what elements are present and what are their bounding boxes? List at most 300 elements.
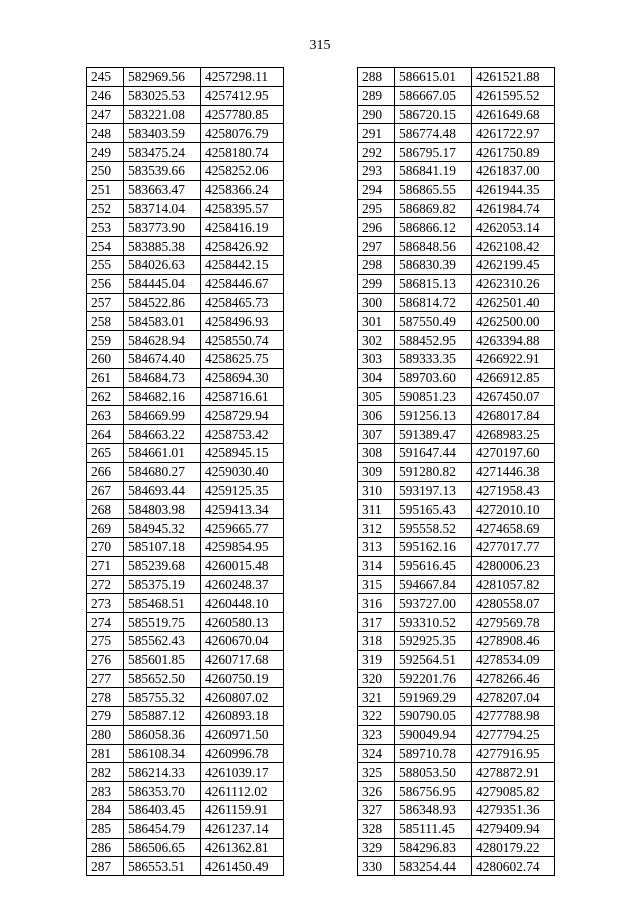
x-coordinate-cell: 585239.68 <box>124 556 201 575</box>
table-row <box>87 500 284 519</box>
x-coordinate-cell: 586506.65 <box>124 838 201 857</box>
point-number-cell: 246 <box>87 86 124 105</box>
point-number-cell: 309 <box>358 462 395 481</box>
x-coordinate-cell: 593197.13 <box>395 481 472 500</box>
point-number-cell: 301 <box>358 312 395 331</box>
table-row <box>358 274 555 293</box>
x-coordinate-cell: 584026.63 <box>124 255 201 274</box>
y-coordinate-cell: 4262199.45 <box>472 255 555 274</box>
point-number-cell: 312 <box>358 519 395 538</box>
point-number-cell: 284 <box>87 801 124 820</box>
x-coordinate-cell: 584445.04 <box>124 274 201 293</box>
point-number-cell: 322 <box>358 707 395 726</box>
table-row <box>87 838 284 857</box>
point-number-cell: 325 <box>358 763 395 782</box>
table-row <box>358 613 555 632</box>
x-coordinate-cell: 584803.98 <box>124 500 201 519</box>
point-number-cell: 277 <box>87 669 124 688</box>
point-number-cell: 267 <box>87 481 124 500</box>
y-coordinate-cell: 4279569.78 <box>472 613 555 632</box>
y-coordinate-cell: 4260580.13 <box>201 613 284 632</box>
point-number-cell: 290 <box>358 105 395 124</box>
y-coordinate-cell: 4260807.02 <box>201 688 284 707</box>
table-row <box>358 68 555 87</box>
x-coordinate-cell: 584522.86 <box>124 293 201 312</box>
y-coordinate-cell: 4259030.40 <box>201 462 284 481</box>
point-number-cell: 259 <box>87 331 124 350</box>
y-coordinate-cell: 4268017.84 <box>472 406 555 425</box>
y-coordinate-cell: 4260670.04 <box>201 631 284 650</box>
x-coordinate-cell: 585601.85 <box>124 650 201 669</box>
y-coordinate-cell: 4260448.10 <box>201 594 284 613</box>
point-number-cell: 288 <box>358 68 395 87</box>
x-coordinate-cell: 583254.44 <box>395 857 472 876</box>
table-row <box>358 631 555 650</box>
table-row <box>358 575 555 594</box>
table-row <box>358 594 555 613</box>
y-coordinate-cell: 4258625.75 <box>201 349 284 368</box>
table-row <box>358 481 555 500</box>
x-coordinate-cell: 594667.84 <box>395 575 472 594</box>
table-row <box>358 782 555 801</box>
point-number-cell: 280 <box>87 725 124 744</box>
point-number-cell: 324 <box>358 744 395 763</box>
point-number-cell: 294 <box>358 180 395 199</box>
x-coordinate-cell: 587550.49 <box>395 312 472 331</box>
y-coordinate-cell: 4278266.46 <box>472 669 555 688</box>
point-number-cell: 291 <box>358 124 395 143</box>
y-coordinate-cell: 4259854.95 <box>201 537 284 556</box>
coordinates-table-right <box>357 67 555 876</box>
x-coordinate-cell: 586353.70 <box>124 782 201 801</box>
point-number-cell: 276 <box>87 650 124 669</box>
table-row <box>87 537 284 556</box>
point-number-cell: 327 <box>358 801 395 820</box>
x-coordinate-cell: 586866.12 <box>395 218 472 237</box>
y-coordinate-cell: 4272010.10 <box>472 500 555 519</box>
table-row <box>358 161 555 180</box>
y-coordinate-cell: 4260971.50 <box>201 725 284 744</box>
x-coordinate-cell: 595558.52 <box>395 519 472 538</box>
x-coordinate-cell: 584661.01 <box>124 443 201 462</box>
y-coordinate-cell: 4271958.43 <box>472 481 555 500</box>
y-coordinate-cell: 4278872.91 <box>472 763 555 782</box>
table-row <box>358 105 555 124</box>
table-row <box>358 857 555 876</box>
y-coordinate-cell: 4261722.97 <box>472 124 555 143</box>
point-number-cell: 278 <box>87 688 124 707</box>
point-number-cell: 265 <box>87 443 124 462</box>
point-number-cell: 289 <box>358 86 395 105</box>
x-coordinate-cell: 591280.82 <box>395 462 472 481</box>
y-coordinate-cell: 4258395.57 <box>201 199 284 218</box>
table-row <box>358 124 555 143</box>
table-row <box>87 631 284 650</box>
y-coordinate-cell: 4260248.37 <box>201 575 284 594</box>
x-coordinate-cell: 584674.40 <box>124 349 201 368</box>
y-coordinate-cell: 4281057.82 <box>472 575 555 594</box>
y-coordinate-cell: 4258180.74 <box>201 143 284 162</box>
point-number-cell: 303 <box>358 349 395 368</box>
x-coordinate-cell: 583025.53 <box>124 86 201 105</box>
table-row <box>87 613 284 632</box>
x-coordinate-cell: 592564.51 <box>395 650 472 669</box>
x-coordinate-cell: 595165.43 <box>395 500 472 519</box>
x-coordinate-cell: 586774.48 <box>395 124 472 143</box>
point-number-cell: 282 <box>87 763 124 782</box>
y-coordinate-cell: 4277794.25 <box>472 725 555 744</box>
x-coordinate-cell: 586667.05 <box>395 86 472 105</box>
x-coordinate-cell: 583714.04 <box>124 199 201 218</box>
point-number-cell: 310 <box>358 481 395 500</box>
x-coordinate-cell: 588053.50 <box>395 763 472 782</box>
table-row <box>358 537 555 556</box>
y-coordinate-cell: 4280179.22 <box>472 838 555 857</box>
point-number-cell: 293 <box>358 161 395 180</box>
x-coordinate-cell: 585375.19 <box>124 575 201 594</box>
x-coordinate-cell: 585107.18 <box>124 537 201 556</box>
x-coordinate-cell: 586814.72 <box>395 293 472 312</box>
point-number-cell: 295 <box>358 199 395 218</box>
table-row <box>87 274 284 293</box>
y-coordinate-cell: 4266922.91 <box>472 349 555 368</box>
y-coordinate-cell: 4259665.77 <box>201 519 284 538</box>
y-coordinate-cell: 4277017.77 <box>472 537 555 556</box>
y-coordinate-cell: 4263394.88 <box>472 331 555 350</box>
x-coordinate-cell: 592201.76 <box>395 669 472 688</box>
y-coordinate-cell: 4261521.88 <box>472 68 555 87</box>
table-row <box>87 86 284 105</box>
table-row <box>87 443 284 462</box>
point-number-cell: 315 <box>358 575 395 594</box>
y-coordinate-cell: 4260717.68 <box>201 650 284 669</box>
table-row <box>87 669 284 688</box>
table-row <box>358 218 555 237</box>
table-row <box>358 819 555 838</box>
table-row <box>358 519 555 538</box>
page-number: 315 <box>309 38 331 53</box>
point-number-cell: 269 <box>87 519 124 538</box>
point-number-cell: 250 <box>87 161 124 180</box>
point-number-cell: 270 <box>87 537 124 556</box>
y-coordinate-cell: 4260893.18 <box>201 707 284 726</box>
point-number-cell: 260 <box>87 349 124 368</box>
table-row <box>87 312 284 331</box>
x-coordinate-cell: 585887.12 <box>124 707 201 726</box>
table-row <box>358 331 555 350</box>
y-coordinate-cell: 4258252.06 <box>201 161 284 180</box>
y-coordinate-cell: 4279351.36 <box>472 801 555 820</box>
coordinates-table-left <box>86 67 284 876</box>
x-coordinate-cell: 586720.15 <box>395 105 472 124</box>
table-row <box>358 293 555 312</box>
point-number-cell: 298 <box>358 255 395 274</box>
point-number-cell: 286 <box>87 838 124 857</box>
y-coordinate-cell: 4260015.48 <box>201 556 284 575</box>
y-coordinate-cell: 4258426.92 <box>201 237 284 256</box>
point-number-cell: 316 <box>358 594 395 613</box>
y-coordinate-cell: 4257412.95 <box>201 86 284 105</box>
table-row <box>87 725 284 744</box>
x-coordinate-cell: 586869.82 <box>395 199 472 218</box>
point-number-cell: 321 <box>358 688 395 707</box>
y-coordinate-cell: 4262108.42 <box>472 237 555 256</box>
x-coordinate-cell: 584583.01 <box>124 312 201 331</box>
point-number-cell: 254 <box>87 237 124 256</box>
table-row <box>358 669 555 688</box>
y-coordinate-cell: 4259125.35 <box>201 481 284 500</box>
y-coordinate-cell: 4280006.23 <box>472 556 555 575</box>
point-number-cell: 273 <box>87 594 124 613</box>
table-row <box>87 744 284 763</box>
table-row <box>358 255 555 274</box>
table-row <box>358 556 555 575</box>
point-number-cell: 314 <box>358 556 395 575</box>
point-number-cell: 323 <box>358 725 395 744</box>
y-coordinate-cell: 4278207.04 <box>472 688 555 707</box>
x-coordinate-cell: 595162.16 <box>395 537 472 556</box>
y-coordinate-cell: 4261750.89 <box>472 143 555 162</box>
x-coordinate-cell: 586348.93 <box>395 801 472 820</box>
y-coordinate-cell: 4257298.11 <box>201 68 284 87</box>
table-row <box>87 575 284 594</box>
table-row <box>358 707 555 726</box>
x-coordinate-cell: 585519.75 <box>124 613 201 632</box>
y-coordinate-cell: 4258076.79 <box>201 124 284 143</box>
x-coordinate-cell: 586795.17 <box>395 143 472 162</box>
point-number-cell: 256 <box>87 274 124 293</box>
y-coordinate-cell: 4258753.42 <box>201 425 284 444</box>
x-coordinate-cell: 584945.32 <box>124 519 201 538</box>
x-coordinate-cell: 586830.39 <box>395 255 472 274</box>
table-row <box>87 218 284 237</box>
y-coordinate-cell: 4261595.52 <box>472 86 555 105</box>
point-number-cell: 248 <box>87 124 124 143</box>
point-number-cell: 272 <box>87 575 124 594</box>
point-number-cell: 305 <box>358 387 395 406</box>
y-coordinate-cell: 4261362.81 <box>201 838 284 857</box>
x-coordinate-cell: 585111.45 <box>395 819 472 838</box>
x-coordinate-cell: 586615.01 <box>395 68 472 87</box>
table-row <box>87 237 284 256</box>
x-coordinate-cell: 589703.60 <box>395 368 472 387</box>
x-coordinate-cell: 590049.94 <box>395 725 472 744</box>
table-row <box>87 105 284 124</box>
x-coordinate-cell: 584663.22 <box>124 425 201 444</box>
point-number-cell: 251 <box>87 180 124 199</box>
x-coordinate-cell: 586108.34 <box>124 744 201 763</box>
x-coordinate-cell: 584693.44 <box>124 481 201 500</box>
x-coordinate-cell: 585562.43 <box>124 631 201 650</box>
x-coordinate-cell: 586553.51 <box>124 857 201 876</box>
table-row <box>358 688 555 707</box>
y-coordinate-cell: 4260750.19 <box>201 669 284 688</box>
y-coordinate-cell: 4258416.19 <box>201 218 284 237</box>
table-row <box>87 857 284 876</box>
table-row <box>358 406 555 425</box>
x-coordinate-cell: 593310.52 <box>395 613 472 632</box>
y-coordinate-cell: 4257780.85 <box>201 105 284 124</box>
y-coordinate-cell: 4261649.68 <box>472 105 555 124</box>
y-coordinate-cell: 4262501.40 <box>472 293 555 312</box>
y-coordinate-cell: 4261039.17 <box>201 763 284 782</box>
y-coordinate-cell: 4277788.98 <box>472 707 555 726</box>
x-coordinate-cell: 583475.24 <box>124 143 201 162</box>
x-coordinate-cell: 591256.13 <box>395 406 472 425</box>
point-number-cell: 308 <box>358 443 395 462</box>
table-row <box>87 387 284 406</box>
y-coordinate-cell: 4267450.07 <box>472 387 555 406</box>
y-coordinate-cell: 4261112.02 <box>201 782 284 801</box>
point-number-cell: 261 <box>87 368 124 387</box>
table-row <box>87 255 284 274</box>
point-number-cell: 330 <box>358 857 395 876</box>
table-row <box>358 86 555 105</box>
table-row <box>87 124 284 143</box>
table-row <box>87 688 284 707</box>
table-row <box>87 199 284 218</box>
y-coordinate-cell: 4278908.46 <box>472 631 555 650</box>
x-coordinate-cell: 592925.35 <box>395 631 472 650</box>
table-row <box>358 180 555 199</box>
y-coordinate-cell: 4261159.91 <box>201 801 284 820</box>
table-row <box>87 368 284 387</box>
table-row <box>87 707 284 726</box>
x-coordinate-cell: 590790.05 <box>395 707 472 726</box>
point-number-cell: 292 <box>358 143 395 162</box>
table-row <box>358 462 555 481</box>
point-number-cell: 268 <box>87 500 124 519</box>
y-coordinate-cell: 4261984.74 <box>472 199 555 218</box>
x-coordinate-cell: 583773.90 <box>124 218 201 237</box>
point-number-cell: 266 <box>87 462 124 481</box>
point-number-cell: 313 <box>358 537 395 556</box>
x-coordinate-cell: 589710.78 <box>395 744 472 763</box>
x-coordinate-cell: 595616.45 <box>395 556 472 575</box>
x-coordinate-cell: 591647.44 <box>395 443 472 462</box>
x-coordinate-cell: 589333.35 <box>395 349 472 368</box>
point-number-cell: 328 <box>358 819 395 838</box>
point-number-cell: 302 <box>358 331 395 350</box>
y-coordinate-cell: 4278534.09 <box>472 650 555 669</box>
table-row <box>358 199 555 218</box>
y-coordinate-cell: 4280558.07 <box>472 594 555 613</box>
x-coordinate-cell: 583885.38 <box>124 237 201 256</box>
table-row <box>87 763 284 782</box>
table-row <box>87 180 284 199</box>
point-number-cell: 275 <box>87 631 124 650</box>
y-coordinate-cell: 4270197.60 <box>472 443 555 462</box>
table-row <box>358 650 555 669</box>
x-coordinate-cell: 591389.47 <box>395 425 472 444</box>
point-number-cell: 271 <box>87 556 124 575</box>
x-coordinate-cell: 584684.73 <box>124 368 201 387</box>
x-coordinate-cell: 586841.19 <box>395 161 472 180</box>
point-number-cell: 257 <box>87 293 124 312</box>
table-row <box>87 782 284 801</box>
x-coordinate-cell: 583663.47 <box>124 180 201 199</box>
point-number-cell: 283 <box>87 782 124 801</box>
table-row <box>87 425 284 444</box>
point-number-cell: 318 <box>358 631 395 650</box>
x-coordinate-cell: 584669.99 <box>124 406 201 425</box>
table-row <box>358 763 555 782</box>
table-row <box>87 819 284 838</box>
y-coordinate-cell: 4261837.00 <box>472 161 555 180</box>
point-number-cell: 263 <box>87 406 124 425</box>
point-number-cell: 262 <box>87 387 124 406</box>
y-coordinate-cell: 4258446.67 <box>201 274 284 293</box>
x-coordinate-cell: 584682.16 <box>124 387 201 406</box>
x-coordinate-cell: 584628.94 <box>124 331 201 350</box>
table-row <box>358 143 555 162</box>
x-coordinate-cell: 586865.55 <box>395 180 472 199</box>
y-coordinate-cell: 4261944.35 <box>472 180 555 199</box>
y-coordinate-cell: 4258442.15 <box>201 255 284 274</box>
y-coordinate-cell: 4262310.26 <box>472 274 555 293</box>
point-number-cell: 304 <box>358 368 395 387</box>
table-row <box>358 368 555 387</box>
table-row <box>87 481 284 500</box>
table-row <box>87 462 284 481</box>
point-number-cell: 306 <box>358 406 395 425</box>
table-row <box>358 801 555 820</box>
point-number-cell: 319 <box>358 650 395 669</box>
y-coordinate-cell: 4262500.00 <box>472 312 555 331</box>
y-coordinate-cell: 4258550.74 <box>201 331 284 350</box>
table-row <box>87 406 284 425</box>
x-coordinate-cell: 586403.45 <box>124 801 201 820</box>
table-row <box>87 594 284 613</box>
table-row <box>87 650 284 669</box>
y-coordinate-cell: 4268983.25 <box>472 425 555 444</box>
x-coordinate-cell: 586756.95 <box>395 782 472 801</box>
point-number-cell: 249 <box>87 143 124 162</box>
point-number-cell: 245 <box>87 68 124 87</box>
table-row <box>358 349 555 368</box>
y-coordinate-cell: 4266912.85 <box>472 368 555 387</box>
table-row <box>358 387 555 406</box>
point-number-cell: 307 <box>358 425 395 444</box>
y-coordinate-cell: 4271446.38 <box>472 462 555 481</box>
y-coordinate-cell: 4258366.24 <box>201 180 284 199</box>
x-coordinate-cell: 588452.95 <box>395 331 472 350</box>
y-coordinate-cell: 4259413.34 <box>201 500 284 519</box>
y-coordinate-cell: 4279409.94 <box>472 819 555 838</box>
y-coordinate-cell: 4258945.15 <box>201 443 284 462</box>
x-coordinate-cell: 585652.50 <box>124 669 201 688</box>
x-coordinate-cell: 585468.51 <box>124 594 201 613</box>
point-number-cell: 296 <box>358 218 395 237</box>
point-number-cell: 297 <box>358 237 395 256</box>
point-number-cell: 281 <box>87 744 124 763</box>
x-coordinate-cell: 586848.56 <box>395 237 472 256</box>
point-number-cell: 299 <box>358 274 395 293</box>
point-number-cell: 252 <box>87 199 124 218</box>
point-number-cell: 317 <box>358 613 395 632</box>
table-row <box>358 425 555 444</box>
point-number-cell: 258 <box>87 312 124 331</box>
x-coordinate-cell: 591969.29 <box>395 688 472 707</box>
point-number-cell: 274 <box>87 613 124 632</box>
y-coordinate-cell: 4258465.73 <box>201 293 284 312</box>
x-coordinate-cell: 586454.79 <box>124 819 201 838</box>
point-number-cell: 311 <box>358 500 395 519</box>
point-number-cell: 285 <box>87 819 124 838</box>
table-row <box>358 443 555 462</box>
point-number-cell: 329 <box>358 838 395 857</box>
table-row <box>87 519 284 538</box>
